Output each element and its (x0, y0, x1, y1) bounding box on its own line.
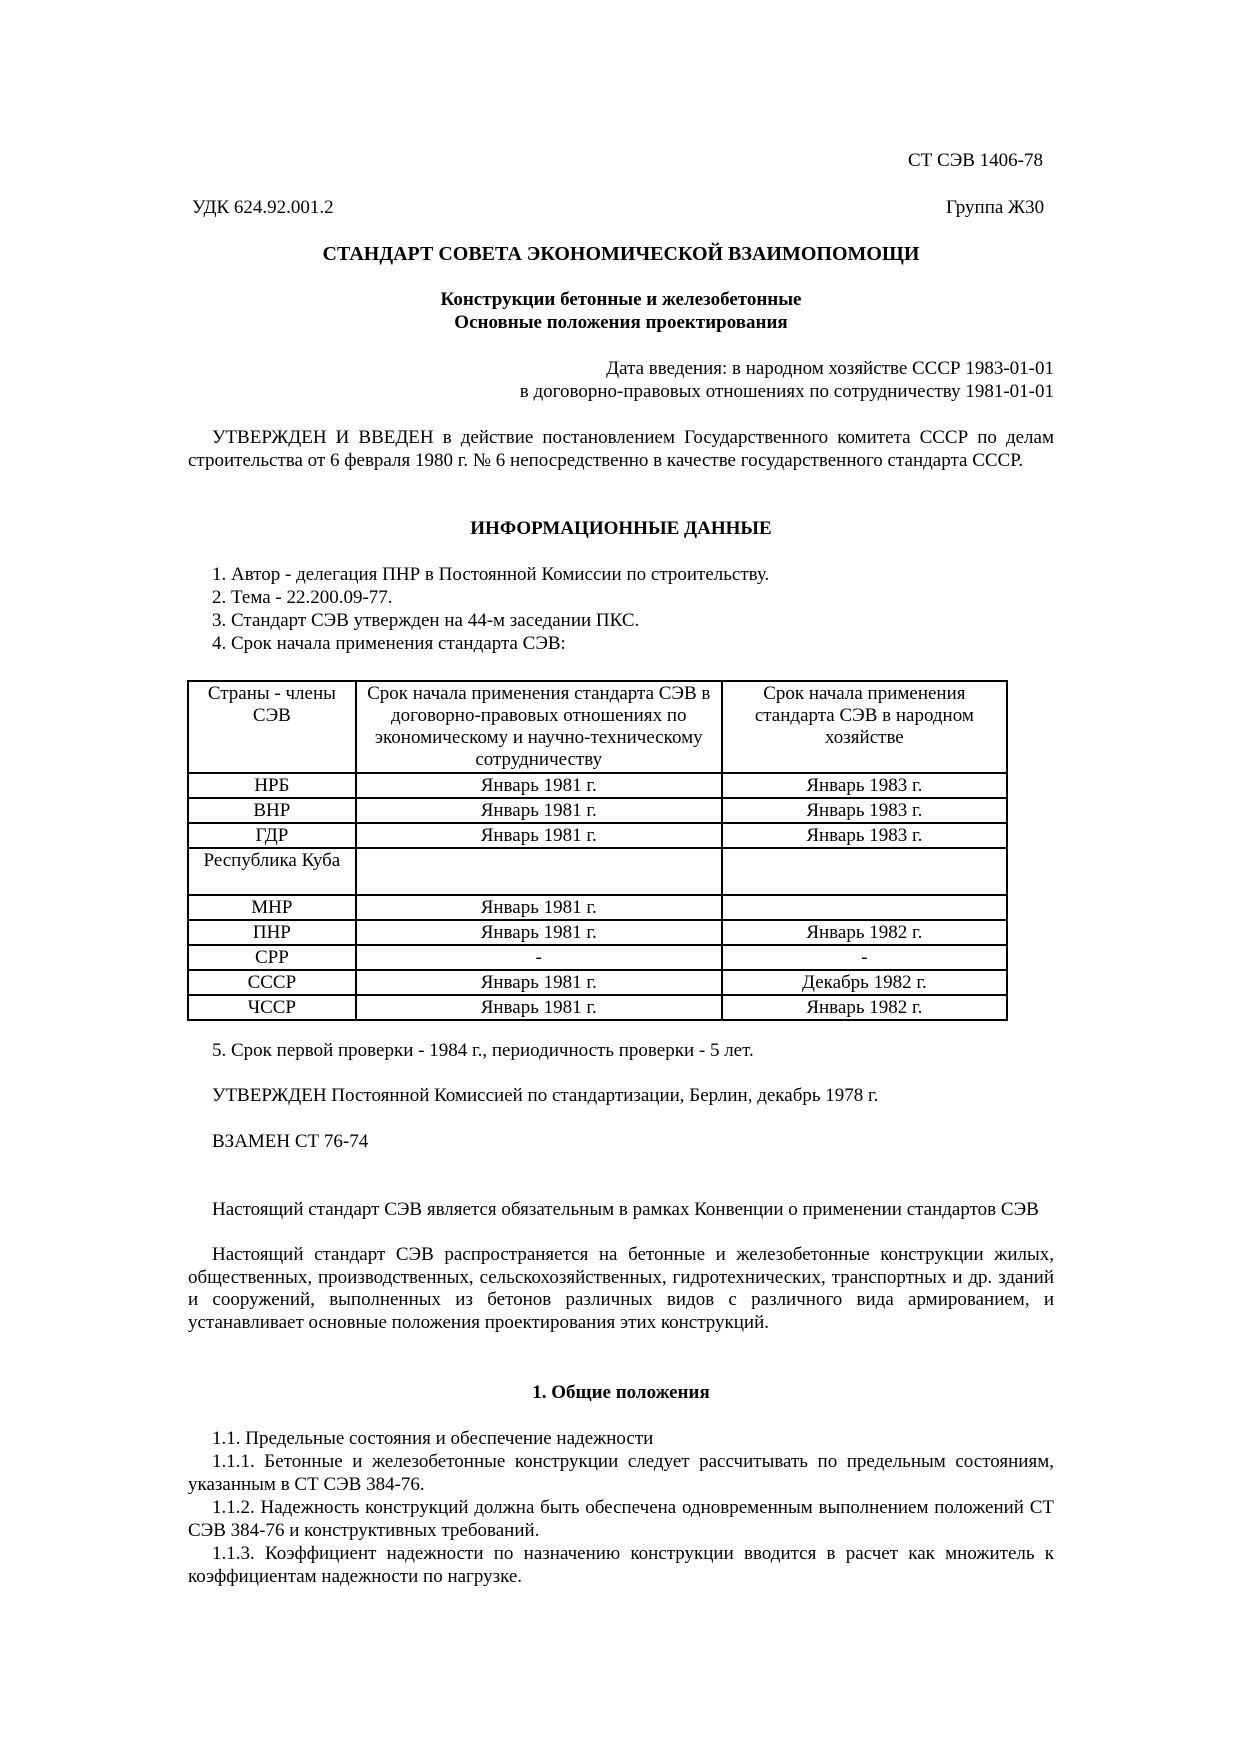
cooperation-date-cell: - (356, 945, 722, 970)
subsection-1-1-title: 1.1. Предельные состояния и обеспечение надежности (212, 1428, 654, 1449)
country-cell: ПНР (188, 920, 356, 945)
economy-date-cell (722, 895, 1007, 920)
document-title: СТАНДАРТ СОВЕТА ЭКОНОМИЧЕСКОЙ ВЗАИМОПОМОЩИ (322, 243, 920, 265)
section-1-heading: 1. Общие положения (532, 1382, 710, 1403)
table-row (188, 945, 1007, 970)
info-heading: ИНФОРМАЦИОННЫЕ ДАННЫЕ (470, 518, 772, 539)
country-cell: ГДР (188, 823, 356, 848)
document-subtitle-2: Основные положения проектирования (454, 312, 788, 333)
effective-date-cooperation: в договорно-правовых отношениях по сотрудничеству 1981-01-01 (519, 381, 1054, 402)
cooperation-date-cell: Январь 1981 г. (356, 920, 722, 945)
country-cell: СССР (188, 970, 356, 995)
clause-1-1-3: 1.1.3. Коэффициент надежности по назначению конструкции вводится в расчет как множитель к коэффициентам надежности по нагрузке. (188, 1543, 1054, 1587)
table-row (188, 848, 1007, 895)
cooperation-date-cell: Январь 1981 г. (356, 798, 722, 823)
economy-date-cell: Январь 1982 г. (722, 920, 1007, 945)
country-cell: НРБ (188, 773, 356, 798)
column-header-country: Страны - члены СЭВ (188, 681, 356, 773)
economy-date-cell: Январь 1983 г. (722, 773, 1007, 798)
group-code: Группа Ж30 (946, 197, 1045, 218)
info-item-4: 4. Срок начала применения стандарта СЭВ: (212, 633, 566, 654)
economy-date-cell (722, 848, 1007, 895)
economy-date-cell: Январь 1983 г. (722, 798, 1007, 823)
country-cell: ВНР (188, 798, 356, 823)
clause-1-1-2: 1.1.2. Надежность конструкций должна быть обеспечена одновременным выполнением положений СТ СЭВ 384-76 и конструктивных требований. (188, 1497, 1054, 1541)
table-header-row (188, 681, 1007, 773)
country-cell: ЧССР (188, 995, 356, 1020)
cmea-members-table (187, 680, 1008, 1021)
economy-date-cell: Декабрь 1982 г. (722, 970, 1007, 995)
economy-date-cell: Январь 1983 г. (722, 823, 1007, 848)
country-cell: Республика Куба (188, 848, 356, 895)
table-row (188, 970, 1007, 995)
cooperation-date-cell: Январь 1981 г. (356, 995, 722, 1020)
effective-date-economy: Дата введения: в народном хозяйстве СССР 1983-01-01 (606, 358, 1054, 379)
approval-paragraph: УТВЕРЖДЕН И ВВЕДЕН в действие постановлением Государственного комитета СССР по делам строительства от 6 февраля 1980 г. № 6 непосредственно в качестве государственного стандарта СССР. (188, 427, 1054, 471)
cooperation-date-cell: Январь 1981 г. (356, 970, 722, 995)
table-row (188, 920, 1007, 945)
table-row (188, 773, 1007, 798)
cooperation-date-cell: Январь 1981 г. (356, 773, 722, 798)
table-row (188, 798, 1007, 823)
document-subtitle-1: Конструкции бетонные и железобетонные (440, 289, 802, 310)
scope-paragraph-1: Настоящий стандарт СЭВ является обязательным в рамках Конвенции о применении стандартов СЭВ (212, 1199, 1039, 1220)
standard-code: СТ СЭВ 1406-78 (908, 150, 1043, 171)
udk-code: УДК 624.92.001.2 (192, 197, 334, 218)
table-row (188, 995, 1007, 1020)
scope-paragraph-2: Настоящий стандарт СЭВ распространяется на бетонные и железобетонные конструкции жилых, общественных, производственных, сельскохозяйственных, гидротехнических, транспортных и др. зданий и сооружений, выполненных из бетонов различных видов с различного вида армированием, и устанавливает основные положения проектирования этих конструкций. (188, 1244, 1054, 1333)
info-item-2: 2. Тема - 22.200.09-77. (212, 587, 393, 608)
cooperation-date-cell (356, 848, 722, 895)
country-cell: СРР (188, 945, 356, 970)
info-item-1: 1. Автор - делегация ПНР в Постоянной Комиссии по строительству. (212, 564, 770, 585)
info-item-3: 3. Стандарт СЭВ утвержден на 44-м заседании ПКС. (212, 610, 640, 631)
economy-date-cell: Январь 1982 г. (722, 995, 1007, 1020)
replaces-line: ВЗАМЕН СТ 76-74 (212, 1131, 369, 1152)
clause-1-1-1: 1.1.1. Бетонные и железобетонные конструкции следует рассчитывать по предельным состояниям, указанным в СТ СЭВ 384-76. (188, 1451, 1054, 1495)
table-row (188, 823, 1007, 848)
economy-date-cell: - (722, 945, 1007, 970)
cooperation-date-cell: Январь 1981 г. (356, 895, 722, 920)
info-item-5: 5. Срок первой проверки - 1984 г., периодичность проверки - 5 лет. (212, 1040, 754, 1061)
cooperation-date-cell: Январь 1981 г. (356, 823, 722, 848)
approved-by-line: УТВЕРЖДЕН Постоянной Комиссией по стандартизации, Берлин, декабрь 1978 г. (212, 1085, 879, 1106)
table-row (188, 895, 1007, 920)
column-header-economy-date: Срок начала применения стандарта СЭВ в народном хозяйстве (722, 681, 1007, 773)
country-cell: МНР (188, 895, 356, 920)
column-header-cooperation-date: Срок начала применения стандарта СЭВ в договорно-правовых отношениях по экономическому и научно-техническому сотрудничеству (356, 681, 722, 773)
